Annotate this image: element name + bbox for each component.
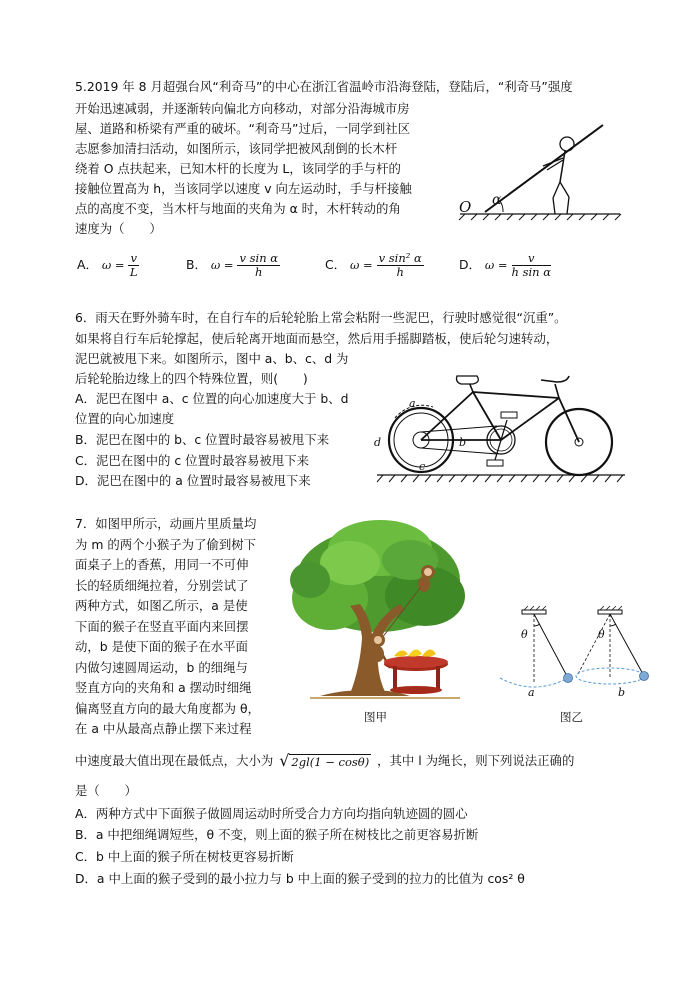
numerator: v [130,251,137,265]
numerator: v [512,252,551,266]
angle-label-alpha: α [492,192,502,208]
q7-line-11: 在 a 中从最高点静止摆下来过程 [75,721,252,736]
caption-figure-jia: 图甲 [364,710,387,724]
q5-line-8: 速度为（ ） [75,221,162,236]
q7-option-b[interactable]: B．a 中把细绳调短些，θ 不变，则上面的猴子所在树枝比之前更容易折断 [75,827,479,842]
q5-line-5: 绕着 O 点扶起来，已知木杆的长度为 L，该同学的手与杆的 [75,161,401,176]
option-letter: D． [459,257,481,272]
option-lhs: ω = [101,258,125,272]
denominator: h [255,265,263,279]
q5-line-1: 5.2019 年 8 月超强台风“利奇马”的中心在浙江省温岭市沿海登陆，登陆后，“利奇马”强度 [75,79,573,94]
option-letter: A． [77,257,98,272]
q7-line-13: 是（ ） [75,783,137,798]
option-letter: C． [325,257,347,272]
denominator: L [129,265,138,279]
q6-option-a[interactable]: A．泥巴在图中 a、c 位置的向心加速度大于 b、d [75,391,349,406]
q7-line-12 [75,753,574,770]
q6-line-1: 6．雨天在野外骑车时，在自行车的后轮轮胎上常会粘附一些泥巴，行驶时感觉很“沉重”。 [75,310,567,325]
q5-option-c[interactable] [325,252,424,279]
q6-option-d[interactable]: D．泥巴在图中的 a 位置时最容易被甩下来 [75,473,311,488]
q7-line-5: 两种方式，如图乙所示，a 是使 [75,598,248,613]
denominator: h [396,265,404,279]
q5-line-4: 志愿参加清扫活动，如图所示，该同学把被风刮倒的长木杆 [75,141,398,156]
fraction [237,252,280,279]
pendulum-a-theta: θ [521,628,528,641]
pendulum-b-label: b [618,686,626,699]
q7-line-8: 内做匀速圆周运动，b 的细绳与 [75,660,248,675]
caption-figure-yi: 图乙 [560,710,583,724]
pole-lifting-figure [455,122,625,222]
point-label-d: d [374,436,382,449]
q7-line-12-pre: 中速度最大值出现在最低点，大小为 [75,753,274,768]
q7-line-2: 为 m 的两个小猴子为了偷到树下 [75,537,257,552]
option-lhs: ω = [484,258,508,272]
sqrt-radicand: 2gl(1 − cosθ) [291,755,370,769]
point-label-b: b [459,436,467,449]
tree-monkeys-figure [290,518,468,704]
q5-option-a[interactable] [77,252,139,279]
q7-line-6: 下面的猴子在竖直平面内来回摆 [75,619,249,634]
q7-line-4: 长的轻质细绳拉着，分别尝试了 [75,578,249,593]
q7-line-10: 偏离竖直方向的最大角度都为 θ， [75,701,260,716]
point-label-a: a [409,397,416,410]
pendulum-a-label: a [528,686,535,699]
q5-line-6: 接触位置高为 h，当该同学以速度 v 向左运动时，手与杆接触 [75,181,412,196]
q7-line-12-post: ，其中 l 为绳长，则下列说法正确的 [377,753,575,768]
q6-line-3: 泥巴就被甩下来。如图所示，图中 a、b、c、d 为 [75,351,349,366]
q5-line-2: 开始迅速减弱，并逐渐转向偏北方向移动，对部分沿海城市房 [75,101,410,116]
denominator: h sin α [511,265,551,279]
q6-line-4: 后轮轮胎边缘上的四个特殊位置，则( ) [75,371,308,386]
q5-line-7: 点的高度不变，当木杆与地面的夹角为 α 时，木杆转动的角 [75,201,401,216]
pivot-label-o: O [459,198,472,216]
q7-line-9: 竖直方向的夹角和 a 摆动时细绳 [75,680,252,695]
numerator: v sin² α [378,251,422,265]
q5-option-d[interactable] [459,252,551,279]
q7-option-a[interactable]: A．两种方式中下面猴子做圆周运动时所受合力方向均指向轨迹圆的圆心 [75,806,468,821]
pendulum-b-theta: θ [598,628,605,641]
q6-line-2: 如果将自行车后轮撑起，使后轮离开地面而悬空，然后用手摇脚踏板，使后轮匀速转动， [75,331,559,346]
bicycle-figure [373,362,628,486]
numerator: v sin α [239,251,279,265]
fraction [377,252,424,279]
q7-line-7: 动，b 是使下面的猴子在水平面 [75,639,248,654]
q6-option-c[interactable]: C．泥巴在图中的 c 位置时最容易被甩下来 [75,453,309,468]
q6-option-a-cont: 位置的向心加速度 [75,411,175,426]
q7-line-3: 面桌子上的香蕉，用同一不可伸 [75,557,249,572]
option-lhs: ω = [350,258,373,272]
option-letter: B． [186,257,207,272]
q7-option-d[interactable]: D．a 中上面的猴子受到的最小拉力与 b 中上面的猴子受到的拉力的比值为 cos² θ [75,871,525,886]
fraction [512,252,551,279]
q7-line-1: 7．如图甲所示，动画片里质量均 [75,516,257,531]
pendulum-figure [488,604,668,700]
q5-option-b[interactable] [186,252,280,279]
q6-option-b[interactable]: B．泥巴在图中的 b、c 位置时最容易被甩下来 [75,432,330,447]
fraction [128,252,139,279]
option-lhs: ω = [210,258,234,272]
point-label-c: c [419,460,426,473]
q7-option-c[interactable]: C．b 中上面的猴子所在树枝更容易折断 [75,849,294,864]
sqrt-formula: √ 2gl(1 − cosθ) [279,751,370,770]
q5-line-3: 屋、道路和桥梁有严重的破坏。“利奇马”过后，一同学到社区 [75,121,410,136]
